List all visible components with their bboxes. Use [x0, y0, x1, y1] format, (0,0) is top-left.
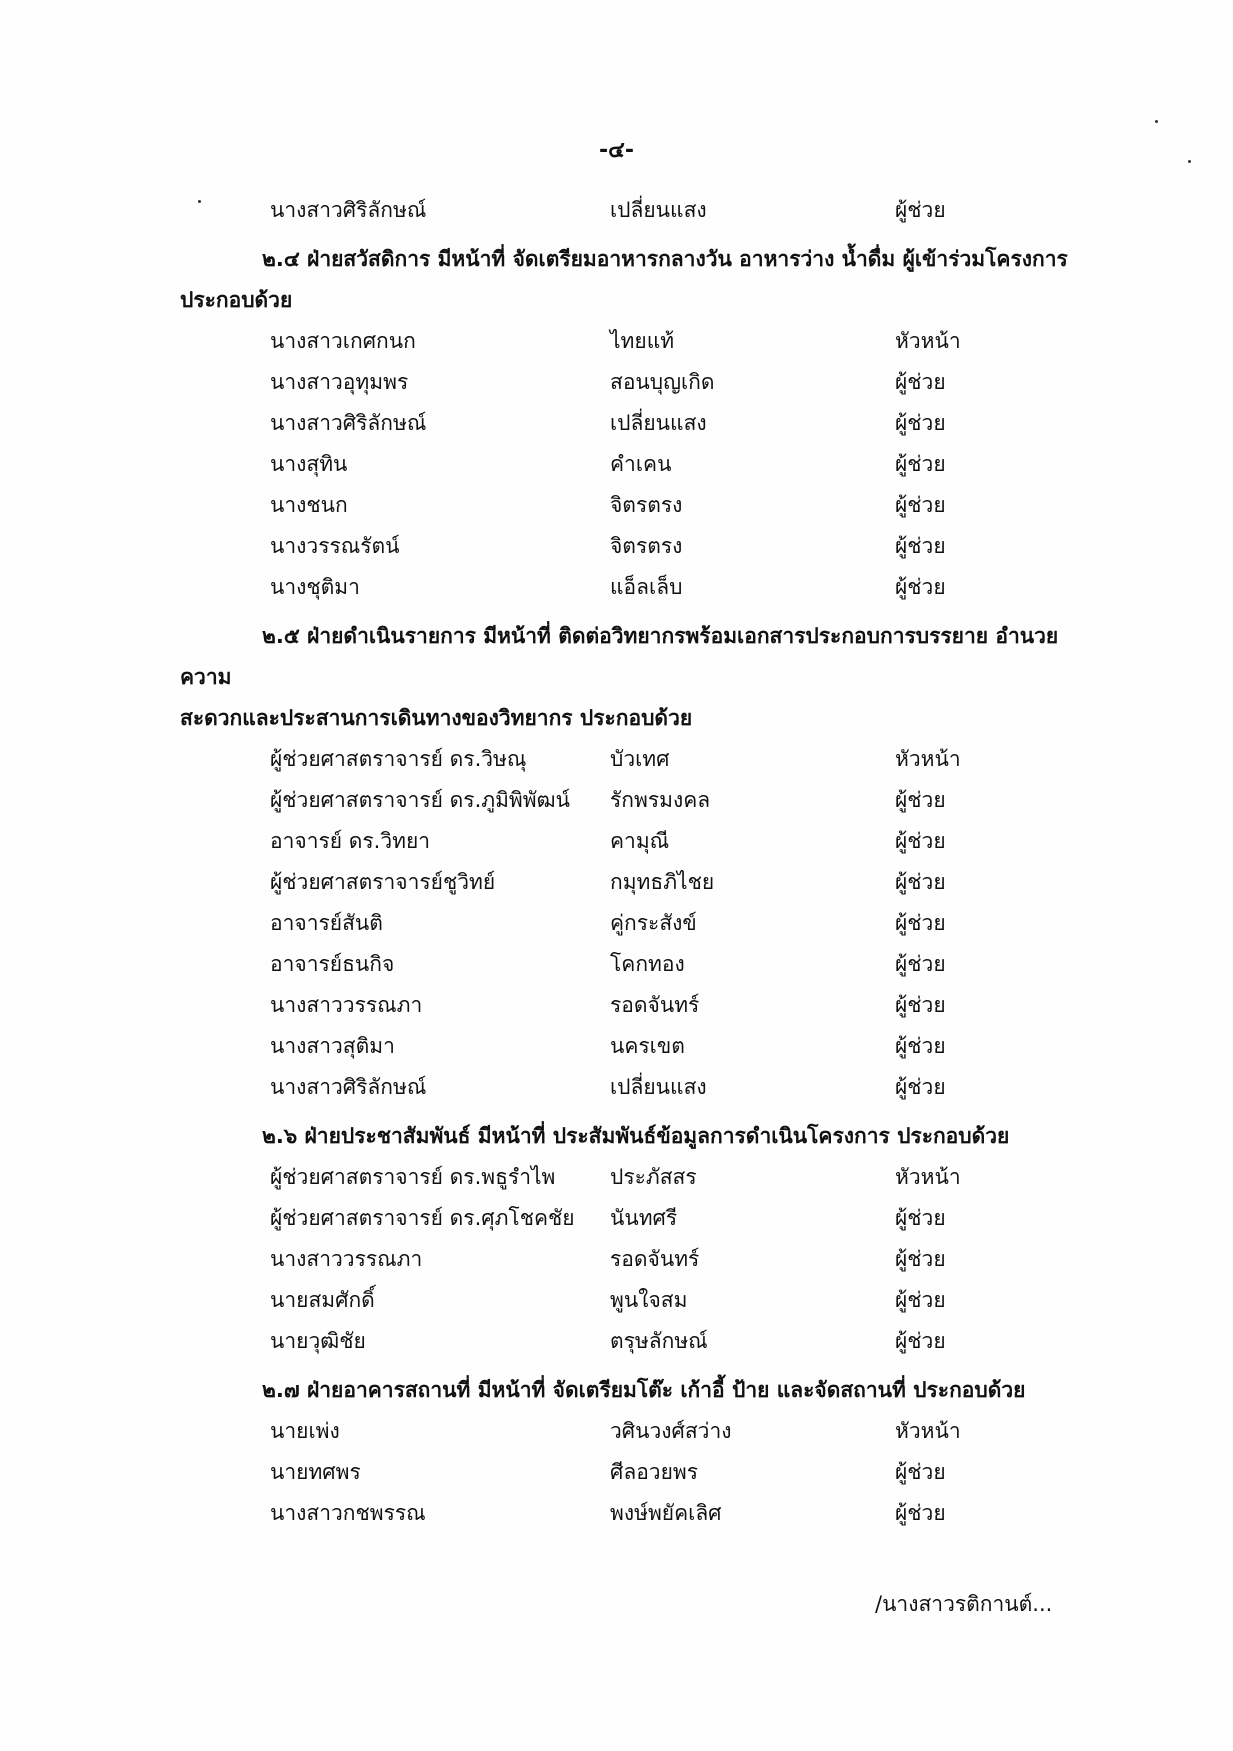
section-heading-text: ฝ่ายอาคารสถานที่ มีหน้าที่ จัดเตรียมโต๊ะ เก้าอี้ ป้าย และจัดสถานที่ ประกอบด้วย: [306, 1378, 1026, 1402]
member-role: ผู้ช่วย: [895, 1288, 946, 1312]
member-role: ผู้ช่วย: [895, 411, 946, 435]
member-role: ผู้ช่วย: [895, 1247, 946, 1271]
member-name: นางสาวกชพรรณ: [270, 1501, 426, 1525]
member-row: [180, 1198, 1100, 1239]
member-role: ผู้ช่วย: [895, 1460, 946, 1484]
scan-speck: [1155, 120, 1158, 123]
member-name: ผู้ช่วยศาสตราจารย์ ดร.ภูมิพิพัฒน์: [270, 788, 570, 812]
member-row: [180, 1157, 1100, 1198]
member-row: [180, 1411, 1100, 1452]
member-row: [180, 903, 1100, 944]
member-surname: คามุณี: [610, 829, 670, 853]
member-surname: บัวเทศ: [610, 747, 670, 771]
member-row: [180, 1239, 1100, 1280]
member-row: [180, 1026, 1100, 1067]
member-role: ผู้ช่วย: [895, 829, 946, 853]
member-role: ผู้ช่วย: [895, 1501, 946, 1525]
page-number: -๔-: [599, 138, 634, 163]
member-role: ผู้ช่วย: [895, 1034, 946, 1058]
member-row: [180, 1321, 1100, 1362]
member-surname: พูนใจสม: [610, 1288, 688, 1312]
member-surname: ตรุษลักษณ์: [610, 1329, 708, 1353]
member-role: ผู้ช่วย: [895, 952, 946, 976]
section-2: [180, 616, 1100, 1108]
sections-container: [180, 239, 1100, 1534]
member-row: [180, 739, 1100, 780]
section-number: ๒.๔: [262, 247, 300, 271]
member-name: นางสุทิน: [270, 452, 348, 476]
member-row: [180, 1452, 1100, 1493]
member-surname: แอ็ลเล็บ: [610, 575, 683, 599]
section-heading-text: ฝ่ายประชาสัมพันธ์ มีหน้าที่ ประสัมพันธ์ข้อมูลการดำเนินโครงการ ประกอบด้วย: [304, 1124, 1010, 1148]
member-name: นางสาวเกศกนก: [270, 329, 416, 353]
section-4: [180, 1370, 1100, 1534]
scan-speck: [1188, 160, 1191, 163]
member-name: อาจารย์ ดร.วิทยา: [270, 829, 431, 853]
member-row: [180, 821, 1100, 862]
document-body: [180, 190, 1100, 1534]
member-role: หัวหน้า: [895, 329, 961, 353]
member-name: อาจารย์ธนกิจ: [270, 952, 395, 976]
member-row: [180, 403, 1100, 444]
member-row: [180, 526, 1100, 567]
member-surname: โคกทอง: [610, 952, 685, 976]
member-role: ผู้ช่วย: [895, 911, 946, 935]
member-name: นางชุติมา: [270, 575, 360, 599]
scan-speck: [198, 200, 201, 203]
continuation-note: /นางสาวรติกานต์...: [875, 1592, 1053, 1616]
member-surname: นครเขต: [610, 1034, 685, 1058]
member-surname: ประภัสสร: [610, 1165, 697, 1189]
section-heading: [180, 239, 1100, 280]
member-surname: รอดจันทร์: [610, 1247, 700, 1271]
member-surname: จิตรตรง: [610, 534, 683, 558]
member-row: [180, 862, 1100, 903]
section-number: ๒.๗: [262, 1378, 300, 1402]
member-surname: พงษ์พยัคเลิศ: [610, 1501, 722, 1525]
member-name: นางสาวศิริลักษณ์: [270, 198, 427, 222]
member-name: ผู้ช่วยศาสตราจารย์ ดร.วิษณุ: [270, 747, 527, 771]
member-role: หัวหน้า: [895, 1165, 961, 1189]
member-name: นางสาวสุติมา: [270, 1034, 395, 1058]
member-row: [180, 985, 1100, 1026]
member-name: อาจารย์สันติ: [270, 911, 383, 935]
member-row: [180, 1493, 1100, 1534]
section-number: ๒.๖: [262, 1124, 298, 1148]
member-role: ผู้ช่วย: [895, 534, 946, 558]
section-number: ๒.๕: [262, 624, 300, 648]
member-surname: ไทยแท้: [610, 329, 675, 353]
member-row: [180, 944, 1100, 985]
member-name: นางวรรณรัตน์: [270, 534, 400, 558]
member-surname: นันทศรี: [610, 1206, 678, 1230]
member-role: ผู้ช่วย: [895, 370, 946, 394]
section-heading-continuation: ประกอบด้วย: [180, 288, 293, 312]
member-row: [180, 780, 1100, 821]
member-role: ผู้ช่วย: [895, 452, 946, 476]
member-role: ผู้ช่วย: [895, 198, 946, 222]
member-surname: สอนบุญเกิด: [610, 370, 715, 394]
member-surname: วศินวงศ์สว่าง: [610, 1419, 732, 1443]
member-name: ผู้ช่วยศาสตราจารย์ชูวิทย์: [270, 870, 496, 894]
member-name: นางสาววรรณภา: [270, 993, 423, 1017]
section-heading: [180, 1116, 1100, 1157]
member-role: หัวหน้า: [895, 747, 961, 771]
member-surname: เปลี่ยนแสง: [610, 411, 707, 435]
member-surname: จิตรตรง: [610, 493, 683, 517]
member-name: ผู้ช่วยศาสตราจารย์ ดร.พธูรำไพ: [270, 1165, 556, 1189]
member-name: ผู้ช่วยศาสตราจารย์ ดร.ศุภโชคชัย: [270, 1206, 575, 1230]
section-heading-continuation: สะดวกและประสานการเดินทางของวิทยากร ประกอบด้วย: [180, 706, 693, 730]
member-surname: รักพรมงคล: [610, 788, 711, 812]
member-row: [180, 190, 1100, 231]
member-name: นางสาววรรณภา: [270, 1247, 423, 1271]
member-name: นางชนก: [270, 493, 348, 517]
member-name: นางสาวศิริลักษณ์: [270, 1075, 427, 1099]
member-surname: ศีลอวยพร: [610, 1460, 699, 1484]
member-surname: คู่กระสังข์: [610, 911, 697, 935]
member-role: ผู้ช่วย: [895, 493, 946, 517]
member-name: นายทศพร: [270, 1460, 361, 1484]
member-row: [180, 1280, 1100, 1321]
member-name: นางสาวอุทุมพร: [270, 370, 409, 394]
member-row: [180, 485, 1100, 526]
section-heading-text: ฝ่ายสวัสดิการ มีหน้าที่ จัดเตรียมอาหารกลางวัน อาหารว่าง น้ำดื่ม ผู้เข้าร่วมโครงการ: [307, 247, 1068, 271]
member-surname: คำเคน: [610, 452, 672, 476]
member-name: นายสมศักดิ์: [270, 1288, 375, 1312]
member-name: นางสาวศิริลักษณ์: [270, 411, 427, 435]
member-row: [180, 567, 1100, 608]
member-name: นายวุฒิชัย: [270, 1329, 366, 1353]
member-name: นายเพ่ง: [270, 1419, 340, 1443]
member-role: ผู้ช่วย: [895, 993, 946, 1017]
member-role: หัวหน้า: [895, 1419, 961, 1443]
member-surname: รอดจันทร์: [610, 993, 700, 1017]
section-3: [180, 1116, 1100, 1362]
member-row: [180, 321, 1100, 362]
member-surname: เปลี่ยนแสง: [610, 1075, 707, 1099]
member-row: [180, 1067, 1100, 1108]
member-surname: เปลี่ยนแสง: [610, 198, 707, 222]
member-row: [180, 444, 1100, 485]
member-row: [180, 362, 1100, 403]
member-role: ผู้ช่วย: [895, 1075, 946, 1099]
section-1: [180, 239, 1100, 608]
section-heading: [180, 616, 1100, 698]
member-surname: กมุทธภิไชย: [610, 870, 715, 894]
section-heading-text: ฝ่ายดำเนินรายการ มีหน้าที่ ติดต่อวิทยากรพร้อมเอกสารประกอบการบรรยาย อำนวยความ: [180, 624, 1059, 689]
member-role: ผู้ช่วย: [895, 1206, 946, 1230]
section-heading: [180, 1370, 1100, 1411]
member-role: ผู้ช่วย: [895, 575, 946, 599]
member-role: ผู้ช่วย: [895, 870, 946, 894]
member-role: ผู้ช่วย: [895, 788, 946, 812]
member-role: ผู้ช่วย: [895, 1329, 946, 1353]
